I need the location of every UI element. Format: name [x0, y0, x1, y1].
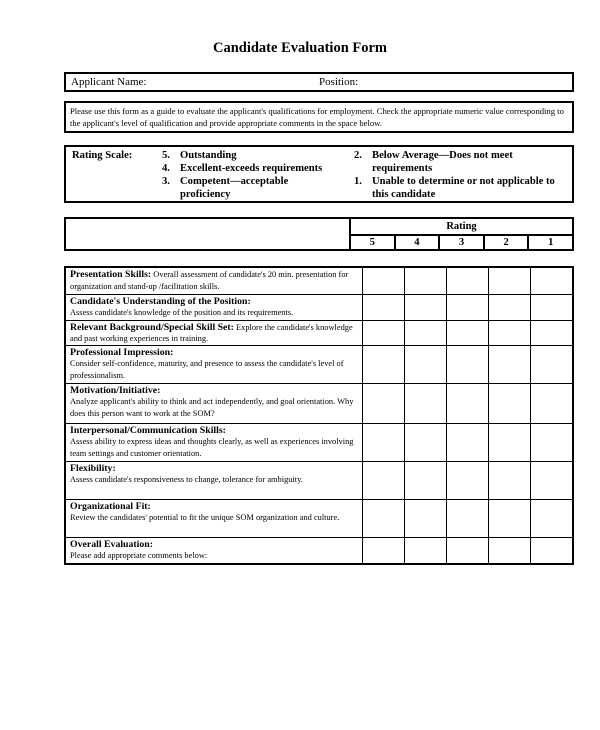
rating-cell-2[interactable]: [489, 537, 531, 564]
rating-column-3: 3: [439, 235, 484, 250]
rating-cell-1[interactable]: [531, 537, 574, 564]
criteria-cell: [65, 537, 363, 564]
rating-cell-4[interactable]: [405, 320, 447, 345]
rating-cell-5[interactable]: [363, 423, 405, 461]
rating-cell-4[interactable]: [405, 537, 447, 564]
rating-cell-3[interactable]: [447, 423, 489, 461]
rating-cell-1[interactable]: [531, 267, 574, 294]
criteria-description: Assess candidate's knowledge of the position and its requirements.: [70, 308, 294, 317]
rating-cell-4[interactable]: [405, 383, 447, 423]
rating-scale-item: 4. Excellent-exceeds requirements: [162, 163, 323, 174]
criteria-cell: [65, 345, 363, 383]
rating-cell-1[interactable]: [531, 461, 574, 499]
criteria-title: Presentation Skills:: [70, 269, 152, 280]
criteria-description: Analyze applicant's ability to think and act independently, and goal orientation. Why does this person want to work at the SOM?: [70, 397, 354, 418]
criteria-title: Candidate's Understanding of the Position:: [70, 295, 251, 307]
rating-cell-2[interactable]: [489, 499, 531, 537]
criteria-description: Consider self-confidence, maturity, and presence to assess the candidate's level of professionalism.: [70, 359, 344, 380]
rating-scale-box: [64, 145, 574, 203]
rating-cell-2[interactable]: [489, 320, 531, 345]
rating-cell-5[interactable]: [363, 267, 405, 294]
rating-cell-4[interactable]: [405, 294, 447, 320]
criteria-cell: [65, 423, 363, 461]
criteria-cell: [65, 294, 363, 320]
rating-cell-1[interactable]: [531, 499, 574, 537]
criteria-cell: [65, 267, 363, 294]
criteria-description: Please add appropriate comments below:: [70, 551, 208, 560]
rating-cell-1[interactable]: [531, 320, 574, 345]
criteria-title: Motivation/Initiative:: [70, 384, 161, 396]
rating-cell-4[interactable]: [405, 267, 447, 294]
rating-cell-3[interactable]: [447, 320, 489, 345]
rating-cell-5[interactable]: [363, 383, 405, 423]
criteria-cell: [65, 320, 363, 345]
criteria-row: [65, 294, 573, 320]
rating-scale-label: Rating Scale:: [72, 150, 133, 161]
rating-cell-3[interactable]: [447, 499, 489, 537]
criteria-title: Interpersonal/Communication Skills:: [70, 424, 226, 436]
rating-cell-3[interactable]: [447, 267, 489, 294]
criteria-row: [65, 537, 573, 564]
criteria-row: [65, 499, 573, 537]
rating-cell-4[interactable]: [405, 499, 447, 537]
criteria-cell: [65, 499, 363, 537]
criteria-cell: [65, 461, 363, 499]
criteria-row: [65, 461, 573, 499]
rating-cell-1[interactable]: [531, 383, 574, 423]
criteria-row: [65, 345, 573, 383]
rating-column-5: 5: [350, 235, 395, 250]
applicant-row: [64, 72, 574, 92]
rating-cell-5[interactable]: [363, 537, 405, 564]
criteria-row: [65, 383, 573, 423]
rating-scale-item: 3. Competent—acceptable proficiency: [162, 176, 289, 200]
criteria-description: Assess candidate's responsiveness to change, tolerance for ambiguity.: [70, 475, 303, 484]
rating-scale-item: 5. Outstanding: [162, 150, 237, 161]
rating-cell-3[interactable]: [447, 537, 489, 564]
header-blank-cell: [65, 218, 350, 250]
criteria-row: [65, 267, 573, 294]
applicant-name-field[interactable]: Applicant Name:: [71, 76, 147, 88]
rating-scale-item: 1. Unable to determine or not applicable to this candidate: [354, 176, 555, 200]
rating-column-2: 2: [484, 235, 529, 250]
criteria-description: Assess ability to express ideas and thoughts clearly, as well as experiences involving team settings and customer orientation.: [70, 437, 354, 458]
criteria-title: Overall Evaluation:: [70, 538, 154, 550]
rating-header-table: [64, 217, 574, 251]
criteria-row: [65, 423, 573, 461]
rating-cell-2[interactable]: [489, 461, 531, 499]
rating-cell-3[interactable]: [447, 461, 489, 499]
evaluation-grid: [64, 266, 574, 565]
rating-cell-4[interactable]: [405, 461, 447, 499]
rating-column-1: 1: [528, 235, 573, 250]
rating-scale-item: 2. Below Average—Does not meet requirements: [354, 150, 513, 174]
rating-cell-5[interactable]: [363, 320, 405, 345]
rating-cell-3[interactable]: [447, 294, 489, 320]
criteria-title: Relevant Background/Special Skill Set:: [70, 321, 234, 333]
rating-cell-1[interactable]: [531, 345, 574, 383]
criteria-title: Flexibility:: [70, 462, 116, 474]
rating-cell-2[interactable]: [489, 423, 531, 461]
rating-cell-1[interactable]: [531, 423, 574, 461]
form-title: Candidate Evaluation Form: [212, 40, 387, 56]
criteria-title: Professional Impression:: [70, 346, 174, 358]
rating-cell-2[interactable]: [489, 383, 531, 423]
rating-cell-5[interactable]: [363, 294, 405, 320]
criteria-description: Explore the candidate's knowledge and past working experiences in training.: [70, 322, 353, 343]
instructions-text: Please use this form as a guide to evaluate the applicant's qualifications for employment. Check the appropriate numeric value corresponding to the applicant's level of qualification and provide appropriate comments in the space below.: [70, 106, 564, 128]
rating-cell-2[interactable]: [489, 345, 531, 383]
rating-cell-1[interactable]: [531, 294, 574, 320]
criteria-description: Overall assessment of candidate's 20 min. presentation for organization and stand-up /facilitation skills.: [70, 270, 349, 291]
rating-cell-2[interactable]: [489, 267, 531, 294]
rating-cell-4[interactable]: [405, 345, 447, 383]
criteria-row: [65, 320, 573, 345]
rating-cell-5[interactable]: [363, 499, 405, 537]
criteria-cell: [65, 383, 363, 423]
rating-column-4: 4: [395, 235, 440, 250]
criteria-description: Review the candidates' potential to fit the unique SOM organization and culture.: [70, 513, 340, 522]
rating-cell-2[interactable]: [489, 294, 531, 320]
instructions-box: [64, 101, 574, 133]
rating-cell-5[interactable]: [363, 345, 405, 383]
rating-header-label: Rating: [350, 218, 573, 235]
position-field[interactable]: Position:: [319, 76, 359, 88]
criteria-title: Organizational Fit:: [70, 500, 151, 512]
rating-cell-3[interactable]: [447, 345, 489, 383]
rating-cell-3[interactable]: [447, 383, 489, 423]
rating-cell-5[interactable]: [363, 461, 405, 499]
rating-cell-4[interactable]: [405, 423, 447, 461]
